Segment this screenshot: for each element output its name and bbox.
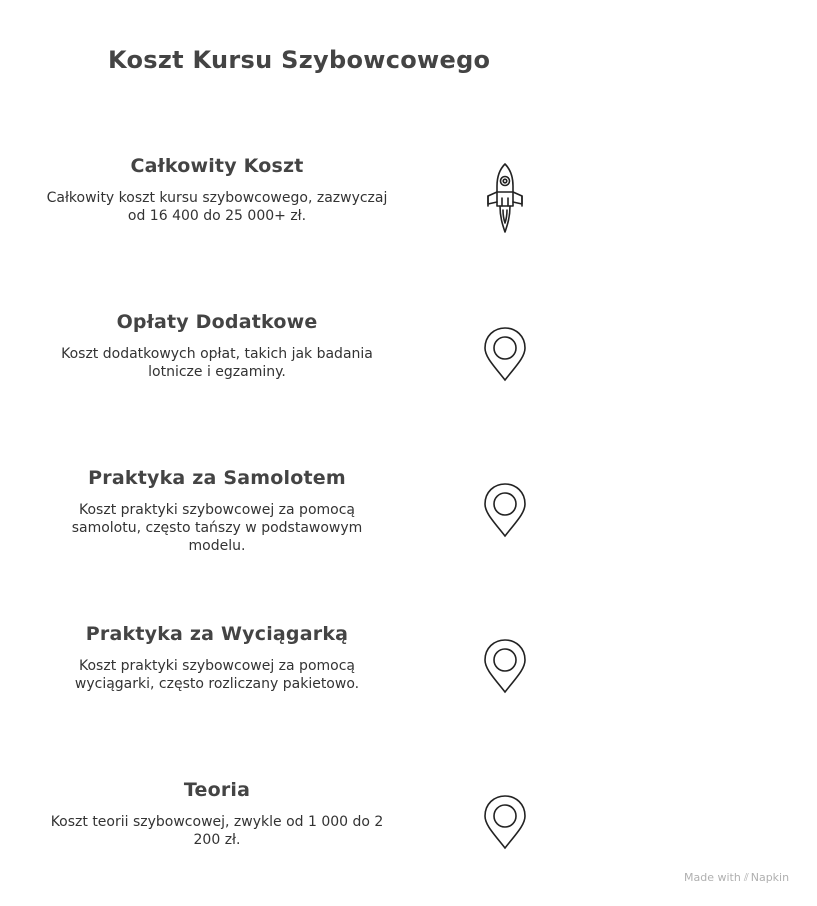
step-winch-practice (30, 623, 404, 693)
step-description: Koszt teorii szybowcowej, zwykle od 1 000 do 2 200 zł. (50, 814, 384, 848)
step-total-cost (30, 155, 404, 225)
napkin-brand-label: Napkin (750, 871, 790, 884)
step-theory (30, 779, 404, 849)
location-pin-icon (480, 474, 530, 546)
step-title: Praktyka za Wyciągarką (85, 623, 349, 645)
step-title: Praktyka za Samolotem (88, 467, 346, 489)
napkin-logo-icon: ⫽ (743, 871, 749, 884)
step-additional-fees (30, 311, 404, 381)
step-airplane-tow-practice (30, 467, 404, 555)
made-with-napkin-watermark (684, 871, 789, 885)
step-title: Opłaty Dodatkowe (116, 311, 318, 333)
made-with-label: Made with (684, 871, 741, 884)
diagram-title: Koszt Kursu Szybowcowego (108, 46, 491, 74)
location-pin-icon (480, 786, 530, 858)
step-title: Całkowity Koszt (130, 155, 304, 177)
location-pin-icon (480, 630, 530, 702)
location-pin-icon (480, 318, 530, 390)
step-description: Koszt dodatkowych opłat, takich jak badania lotnicze i egzaminy. (61, 346, 373, 380)
rocket-icon (480, 162, 530, 234)
step-description: Koszt praktyki szybowcowej za pomocą samolotu, często tańszy w podstawowym modelu. (71, 502, 363, 554)
step-description: Całkowity koszt kursu szybowcowego, zazwyczaj od 16 400 do 25 000+ zł. (46, 190, 388, 224)
step-title: Teoria (183, 779, 251, 801)
step-description: Koszt praktyki szybowcowej za pomocą wyciągarki, często rozliczany pakietowo. (74, 658, 360, 692)
